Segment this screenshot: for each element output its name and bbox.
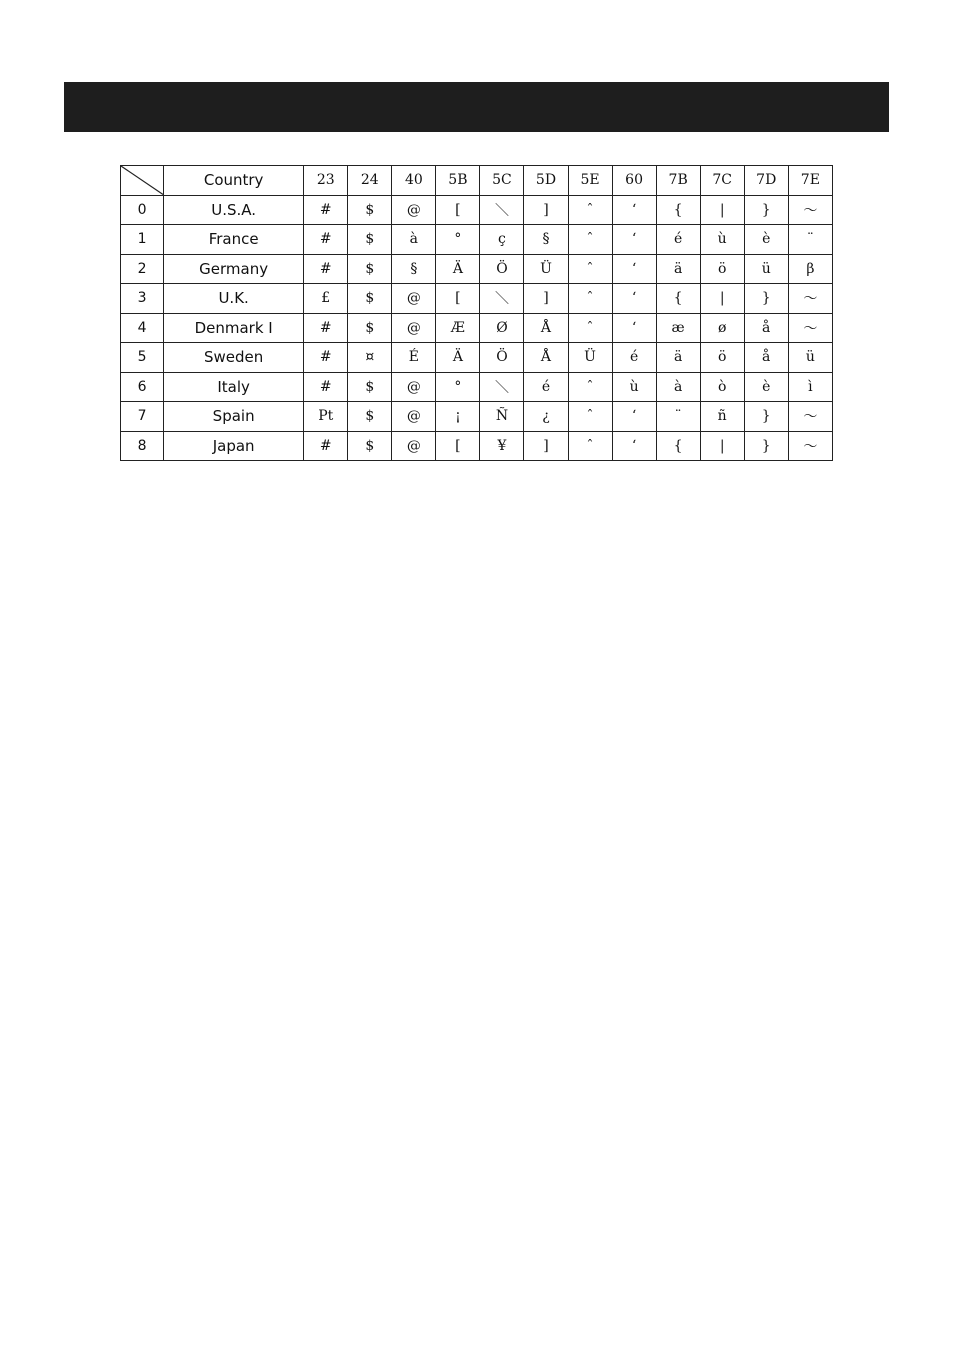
table-header-row (121, 166, 833, 196)
character-cell: } (744, 402, 788, 432)
character-cell: è (744, 225, 788, 255)
character-cell: $ (348, 372, 392, 402)
country-number: 8 (121, 431, 164, 461)
table-row (121, 313, 833, 343)
character-cell: ] (524, 431, 568, 461)
section-header-bar (64, 82, 889, 132)
code-header: 23 (304, 166, 348, 196)
character-cell: ] (524, 195, 568, 225)
character-cell: [ (436, 431, 480, 461)
character-cell: @ (392, 372, 436, 402)
character-cell: Ä (436, 254, 480, 284)
character-cell: Ü (568, 343, 612, 373)
country-name: Denmark I (164, 313, 304, 343)
character-cell: ˆ (568, 431, 612, 461)
character-cell: § (524, 225, 568, 255)
character-cell: ＼ (480, 284, 524, 314)
code-header: 7C (700, 166, 744, 196)
character-cell: ¥ (480, 431, 524, 461)
code-header: 24 (348, 166, 392, 196)
character-cell: å (744, 313, 788, 343)
character-cell: ¤ (348, 343, 392, 373)
character-cell: ù (612, 372, 656, 402)
character-cell: ‘ (612, 431, 656, 461)
character-cell: ù (700, 225, 744, 255)
code-header: 7D (744, 166, 788, 196)
character-cell: $ (348, 284, 392, 314)
character-cell: ì (788, 372, 832, 402)
character-cell: @ (392, 402, 436, 432)
country-name: U.K. (164, 284, 304, 314)
code-header: 5C (480, 166, 524, 196)
character-cell: ] (524, 284, 568, 314)
code-header: 60 (612, 166, 656, 196)
code-header: 7B (656, 166, 700, 196)
character-cell: é (656, 225, 700, 255)
character-cell: @ (392, 284, 436, 314)
country-number: 7 (121, 402, 164, 432)
character-cell: Ö (480, 343, 524, 373)
character-cell: ¨ (788, 225, 832, 255)
country-number: 6 (121, 372, 164, 402)
character-cell: # (304, 372, 348, 402)
character-cell: ü (744, 254, 788, 284)
character-cell: ä (656, 254, 700, 284)
country-name: France (164, 225, 304, 255)
character-cell: @ (392, 431, 436, 461)
character-cell: £ (304, 284, 348, 314)
character-cell: ø (700, 313, 744, 343)
character-cell: Æ (436, 313, 480, 343)
character-cell: ‘ (612, 284, 656, 314)
character-cell: [ (436, 195, 480, 225)
character-cell: } (744, 431, 788, 461)
character-cell: } (744, 195, 788, 225)
code-header: 5B (436, 166, 480, 196)
character-cell: ö (700, 254, 744, 284)
character-cell: # (304, 225, 348, 255)
character-cell: æ (656, 313, 700, 343)
table-row (121, 372, 833, 402)
character-cell: Ñ (480, 402, 524, 432)
character-cell: ö (700, 343, 744, 373)
character-cell: å (744, 343, 788, 373)
character-cell: $ (348, 195, 392, 225)
character-cell: ˆ (568, 284, 612, 314)
table-row (121, 225, 833, 255)
table-row (121, 254, 833, 284)
character-cell: É (392, 343, 436, 373)
character-cell: ° (436, 225, 480, 255)
character-cell: Å (524, 343, 568, 373)
character-cell: é (524, 372, 568, 402)
character-cell: ¨ (656, 402, 700, 432)
character-cell: ˆ (568, 254, 612, 284)
table-row (121, 284, 833, 314)
character-cell: ～ (788, 402, 832, 432)
character-cell: ‘ (612, 225, 656, 255)
character-cell: ‘ (612, 254, 656, 284)
country-name: U.S.A. (164, 195, 304, 225)
character-cell: à (392, 225, 436, 255)
character-cell: Ü (524, 254, 568, 284)
character-cell: ñ (700, 402, 744, 432)
country-name: Spain (164, 402, 304, 432)
character-cell: # (304, 431, 348, 461)
country-number: 3 (121, 284, 164, 314)
character-cell: @ (392, 313, 436, 343)
country-name: Germany (164, 254, 304, 284)
international-character-table (120, 165, 833, 461)
character-cell: $ (348, 225, 392, 255)
character-cell: # (304, 313, 348, 343)
character-cell: ˆ (568, 195, 612, 225)
character-cell: [ (436, 284, 480, 314)
character-cell: $ (348, 254, 392, 284)
character-cell: # (304, 254, 348, 284)
code-header: 7E (788, 166, 832, 196)
character-cell: ～ (788, 431, 832, 461)
character-cell: @ (392, 195, 436, 225)
country-number: 5 (121, 343, 164, 373)
country-name: Sweden (164, 343, 304, 373)
character-cell: ˆ (568, 372, 612, 402)
diagonal-line-icon (121, 166, 163, 195)
table-row (121, 195, 833, 225)
table-body (121, 195, 833, 461)
character-cell: ˆ (568, 225, 612, 255)
character-cell: ～ (788, 284, 832, 314)
character-cell: { (656, 284, 700, 314)
table-row (121, 402, 833, 432)
character-cell: ü (788, 343, 832, 373)
character-cell: Ö (480, 254, 524, 284)
character-cell: è (744, 372, 788, 402)
character-cell: $ (348, 313, 392, 343)
country-number: 1 (121, 225, 164, 255)
country-name: Japan (164, 431, 304, 461)
character-cell: ‘ (612, 195, 656, 225)
character-cell: # (304, 195, 348, 225)
character-cell: ～ (788, 195, 832, 225)
country-number: 4 (121, 313, 164, 343)
character-cell: | (700, 431, 744, 461)
character-cell: ä (656, 343, 700, 373)
character-cell: ‘ (612, 402, 656, 432)
character-cell: ¡ (436, 402, 480, 432)
character-cell: # (304, 343, 348, 373)
character-cell: ‘ (612, 313, 656, 343)
character-cell: } (744, 284, 788, 314)
character-cell: ～ (788, 313, 832, 343)
code-header: 5E (568, 166, 612, 196)
character-cell: { (656, 195, 700, 225)
character-cell: Pt (304, 402, 348, 432)
character-cell: $ (348, 431, 392, 461)
character-cell: | (700, 195, 744, 225)
table-row (121, 431, 833, 461)
character-cell: Ø (480, 313, 524, 343)
character-cell: ˆ (568, 313, 612, 343)
character-cell: ° (436, 372, 480, 402)
code-header: 5D (524, 166, 568, 196)
character-cell: ¿ (524, 402, 568, 432)
character-cell: | (700, 284, 744, 314)
code-header: 40 (392, 166, 436, 196)
country-number: 0 (121, 195, 164, 225)
corner-cell (121, 166, 164, 196)
character-cell: Ä (436, 343, 480, 373)
character-cell: ò (700, 372, 744, 402)
country-column-header: Country (164, 166, 304, 196)
character-cell: $ (348, 402, 392, 432)
character-cell: é (612, 343, 656, 373)
character-cell: β (788, 254, 832, 284)
character-cell: ç (480, 225, 524, 255)
character-cell: ＼ (480, 195, 524, 225)
character-cell: { (656, 431, 700, 461)
character-cell: ˆ (568, 402, 612, 432)
character-cell: § (392, 254, 436, 284)
character-cell: ＼ (480, 372, 524, 402)
country-name: Italy (164, 372, 304, 402)
country-number: 2 (121, 254, 164, 284)
character-cell: à (656, 372, 700, 402)
table-row (121, 343, 833, 373)
character-cell: Å (524, 313, 568, 343)
